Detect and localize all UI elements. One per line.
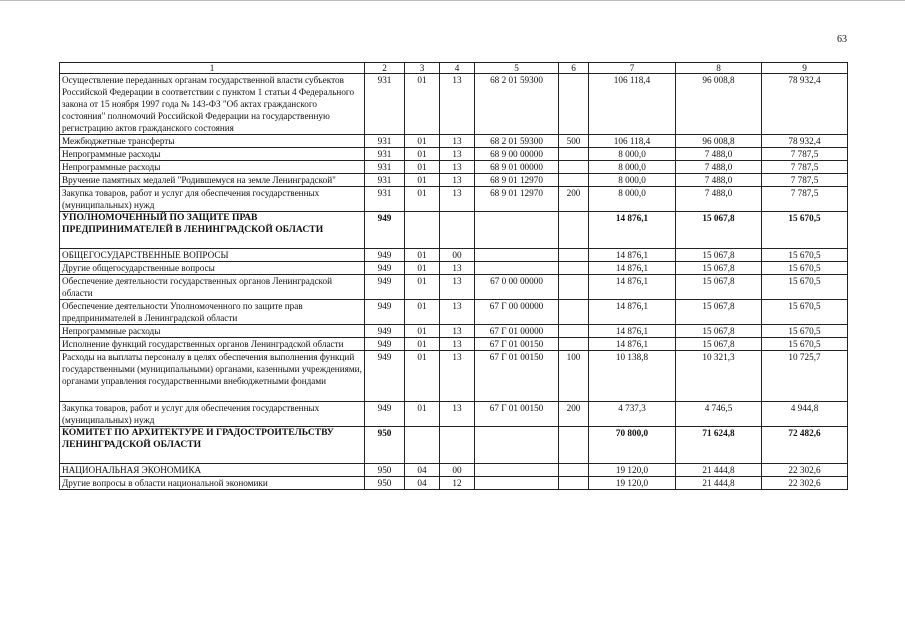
- amount-year2-cell: 21 444,8: [676, 464, 762, 477]
- amount-year2-cell: 15 067,8: [676, 325, 762, 338]
- table-row: [60, 135, 848, 148]
- amount-year2-cell: 15 067,8: [676, 275, 762, 300]
- subsection-code-cell: [440, 427, 475, 464]
- expense-type-cell: [559, 249, 589, 262]
- admin-code-cell: 931: [365, 148, 405, 161]
- header-cell: 7: [589, 63, 676, 74]
- amount-year2-cell: 10 321,3: [676, 351, 762, 402]
- amount-year2-cell: 7 488,0: [676, 187, 762, 212]
- table-row: [60, 148, 848, 161]
- table-row: [60, 351, 848, 402]
- row-name-cell: УПОЛНОМОЧЕННЫЙ ПО ЗАЩИТЕ ПРАВ ПРЕДПРИНИМАТЕЛЕЙ В ЛЕНИНГРАДСКОЙ ОБЛАСТИ: [60, 212, 365, 249]
- target-article-cell: 68 2 01 59300: [475, 135, 559, 148]
- subsection-code-cell: 13: [440, 135, 475, 148]
- amount-year1-cell: 8 000,0: [589, 161, 676, 174]
- admin-code-cell: 949: [365, 338, 405, 351]
- amount-year2-cell: 15 067,8: [676, 300, 762, 325]
- row-name-cell: Непрограммные расходы: [60, 325, 365, 338]
- scan-edge-line: [0, 0, 905, 1]
- expense-type-cell: [559, 427, 589, 464]
- section-code-cell: 01: [405, 249, 440, 262]
- expense-type-cell: [559, 325, 589, 338]
- subsection-code-cell: 13: [440, 74, 475, 135]
- target-article-cell: 67 Г 01 00000: [475, 325, 559, 338]
- amount-year3-cell: 22 302,6: [762, 464, 848, 477]
- row-name-cell: Непрограммные расходы: [60, 161, 365, 174]
- section-code-cell: 01: [405, 74, 440, 135]
- section-code-cell: 01: [405, 275, 440, 300]
- target-article-cell: 68 9 01 12970: [475, 187, 559, 212]
- table-row: [60, 477, 848, 490]
- expense-type-cell: 500: [559, 135, 589, 148]
- amount-year3-cell: 7 787,5: [762, 148, 848, 161]
- target-article-cell: [475, 249, 559, 262]
- page-number: 63: [837, 34, 847, 45]
- expense-type-cell: [559, 300, 589, 325]
- header-cell: 9: [762, 63, 848, 74]
- expense-type-cell: [559, 338, 589, 351]
- admin-code-cell: 950: [365, 427, 405, 464]
- header-cell: 6: [559, 63, 589, 74]
- subsection-code-cell: 13: [440, 351, 475, 402]
- amount-year3-cell: 78 932,4: [762, 135, 848, 148]
- row-name-cell: КОМИТЕТ ПО АРХИТЕКТУРЕ И ГРАДОСТРОИТЕЛЬСТВУ ЛЕНИНГРАДСКОЙ ОБЛАСТИ: [60, 427, 365, 464]
- amount-year1-cell: 8 000,0: [589, 148, 676, 161]
- amount-year3-cell: 15 670,5: [762, 300, 848, 325]
- admin-code-cell: 950: [365, 477, 405, 490]
- amount-year3-cell: 15 670,5: [762, 262, 848, 275]
- section-code-cell: [405, 212, 440, 249]
- subsection-code-cell: 13: [440, 402, 475, 427]
- section-code-cell: 04: [405, 477, 440, 490]
- section-code-cell: 01: [405, 402, 440, 427]
- amount-year2-cell: 15 067,8: [676, 262, 762, 275]
- amount-year1-cell: 14 876,1: [589, 338, 676, 351]
- expense-type-cell: [559, 464, 589, 477]
- row-name-cell: Непрограммные расходы: [60, 148, 365, 161]
- table-row: [60, 464, 848, 477]
- header-cell: 8: [676, 63, 762, 74]
- target-article-cell: 67 Г 01 00150: [475, 402, 559, 427]
- admin-code-cell: 949: [365, 212, 405, 249]
- amount-year1-cell: 14 876,1: [589, 262, 676, 275]
- expense-type-cell: 200: [559, 187, 589, 212]
- target-article-cell: 67 0 00 00000: [475, 275, 559, 300]
- amount-year3-cell: 7 787,5: [762, 174, 848, 187]
- header-cell: 1: [60, 63, 365, 74]
- target-article-cell: [475, 427, 559, 464]
- amount-year3-cell: 72 482,6: [762, 427, 848, 464]
- row-name-cell: Осуществление переданных органам государственной власти субъектов Российской Федерации в соответствии с пунктом 1 статьи 4 Федерального закона от 15 ноября 1997 года № 143-ФЗ "Об актах гражданского состояния" полномочий Российской Федерации на государственную регистрацию актов гражданского состояния: [60, 74, 365, 135]
- subsection-code-cell: 00: [440, 249, 475, 262]
- section-code-cell: [405, 427, 440, 464]
- subsection-code-cell: [440, 212, 475, 249]
- row-name-cell: Закупка товаров, работ и услуг для обеспечения государственных (муниципальных) нужд: [60, 402, 365, 427]
- target-article-cell: 68 9 00 00000: [475, 148, 559, 161]
- header-cell: 2: [365, 63, 405, 74]
- amount-year1-cell: 4 737,3: [589, 402, 676, 427]
- amount-year1-cell: 106 118,4: [589, 74, 676, 135]
- amount-year1-cell: 14 876,1: [589, 212, 676, 249]
- amount-year1-cell: 14 876,1: [589, 275, 676, 300]
- subsection-code-cell: 13: [440, 325, 475, 338]
- row-name-cell: Обеспечение деятельности государственных органов Ленинградской области: [60, 275, 365, 300]
- row-name-cell: Другие общегосударственные вопросы: [60, 262, 365, 275]
- amount-year1-cell: 10 138,8: [589, 351, 676, 402]
- amount-year2-cell: 15 067,8: [676, 212, 762, 249]
- amount-year3-cell: 15 670,5: [762, 212, 848, 249]
- subsection-code-cell: 13: [440, 275, 475, 300]
- admin-code-cell: 949: [365, 249, 405, 262]
- admin-code-cell: 931: [365, 161, 405, 174]
- table-row: [60, 402, 848, 427]
- amount-year2-cell: 96 008,8: [676, 74, 762, 135]
- admin-code-cell: 949: [365, 300, 405, 325]
- target-article-cell: 67 Г 01 00150: [475, 338, 559, 351]
- admin-code-cell: 931: [365, 74, 405, 135]
- target-article-cell: 68 9 01 12970: [475, 174, 559, 187]
- amount-year3-cell: 15 670,5: [762, 249, 848, 262]
- amount-year1-cell: 19 120,0: [589, 477, 676, 490]
- admin-code-cell: 949: [365, 351, 405, 402]
- table-row: [60, 338, 848, 351]
- amount-year3-cell: 10 725,7: [762, 351, 848, 402]
- row-name-cell: Исполнение функций государственных органов Ленинградской области: [60, 338, 365, 351]
- amount-year2-cell: 96 008,8: [676, 135, 762, 148]
- row-name-cell: Закупка товаров, работ и услуг для обеспечения государственных (муниципальных) нужд: [60, 187, 365, 212]
- target-article-cell: 67 Г 00 00000: [475, 300, 559, 325]
- table-row: [60, 174, 848, 187]
- amount-year2-cell: 15 067,8: [676, 249, 762, 262]
- expense-type-cell: [559, 262, 589, 275]
- subsection-code-cell: 13: [440, 187, 475, 212]
- table-row: [60, 161, 848, 174]
- amount-year1-cell: 8 000,0: [589, 187, 676, 212]
- target-article-cell: 67 Г 01 00150: [475, 351, 559, 402]
- subsection-code-cell: 13: [440, 161, 475, 174]
- budget-table: [59, 62, 848, 490]
- subsection-code-cell: 13: [440, 300, 475, 325]
- amount-year1-cell: 70 800,0: [589, 427, 676, 464]
- target-article-cell: 68 9 01 00000: [475, 161, 559, 174]
- amount-year2-cell: 21 444,8: [676, 477, 762, 490]
- section-code-cell: 01: [405, 187, 440, 212]
- amount-year3-cell: 15 670,5: [762, 338, 848, 351]
- admin-code-cell: 949: [365, 275, 405, 300]
- table-header-row: [60, 63, 848, 74]
- row-name-cell: НАЦИОНАЛЬНАЯ ЭКОНОМИКА: [60, 464, 365, 477]
- amount-year2-cell: 7 488,0: [676, 174, 762, 187]
- amount-year1-cell: 106 118,4: [589, 135, 676, 148]
- section-code-cell: 01: [405, 325, 440, 338]
- header-cell: 3: [405, 63, 440, 74]
- amount-year1-cell: 14 876,1: [589, 249, 676, 262]
- subsection-code-cell: 00: [440, 464, 475, 477]
- target-article-cell: [475, 477, 559, 490]
- section-code-cell: 04: [405, 464, 440, 477]
- target-article-cell: [475, 464, 559, 477]
- amount-year1-cell: 19 120,0: [589, 464, 676, 477]
- target-article-cell: 68 2 01 59300: [475, 74, 559, 135]
- expense-type-cell: [559, 161, 589, 174]
- subsection-code-cell: 13: [440, 174, 475, 187]
- table-row: [60, 427, 848, 464]
- row-name-cell: Обеспечение деятельности Уполномоченного по защите прав предпринимателей в Ленинградской области: [60, 300, 365, 325]
- amount-year3-cell: 15 670,5: [762, 325, 848, 338]
- section-code-cell: 01: [405, 148, 440, 161]
- section-code-cell: 01: [405, 161, 440, 174]
- amount-year3-cell: 4 944,8: [762, 402, 848, 427]
- subsection-code-cell: 13: [440, 148, 475, 161]
- row-name-cell: Расходы на выплаты персоналу в целях обеспечения выполнения функций государственными (муниципальными) органами, казенными учреждениями, органами управления государственными внебюджетными фондами: [60, 351, 365, 402]
- amount-year1-cell: 8 000,0: [589, 174, 676, 187]
- row-name-cell: ОБЩЕГОСУДАРСТВЕННЫЕ ВОПРОСЫ: [60, 249, 365, 262]
- table-row: [60, 249, 848, 262]
- admin-code-cell: 931: [365, 135, 405, 148]
- row-name-cell: Вручение памятных медалей "Родившемуся на земле Ленинградской": [60, 174, 365, 187]
- table-row: [60, 74, 848, 135]
- amount-year2-cell: 15 067,8: [676, 338, 762, 351]
- amount-year1-cell: 14 876,1: [589, 325, 676, 338]
- expense-type-cell: 100: [559, 351, 589, 402]
- amount-year3-cell: 22 302,6: [762, 477, 848, 490]
- row-name-cell: Другие вопросы в области национальной экономики: [60, 477, 365, 490]
- table-row: [60, 262, 848, 275]
- section-code-cell: 01: [405, 300, 440, 325]
- row-name-cell: Межбюджетные трансферты: [60, 135, 365, 148]
- target-article-cell: [475, 262, 559, 275]
- expense-type-cell: [559, 275, 589, 300]
- table-row: [60, 325, 848, 338]
- table-body: [60, 74, 848, 490]
- header-cell: 5: [475, 63, 559, 74]
- section-code-cell: 01: [405, 135, 440, 148]
- table-row: [60, 212, 848, 249]
- expense-type-cell: [559, 74, 589, 135]
- expense-type-cell: [559, 212, 589, 249]
- subsection-code-cell: 13: [440, 262, 475, 275]
- admin-code-cell: 949: [365, 325, 405, 338]
- amount-year2-cell: 7 488,0: [676, 161, 762, 174]
- admin-code-cell: 950: [365, 464, 405, 477]
- header-cell: 4: [440, 63, 475, 74]
- expense-type-cell: [559, 477, 589, 490]
- amount-year3-cell: 78 932,4: [762, 74, 848, 135]
- section-code-cell: 01: [405, 351, 440, 402]
- table-row: [60, 275, 848, 300]
- amount-year3-cell: 7 787,5: [762, 187, 848, 212]
- admin-code-cell: 931: [365, 174, 405, 187]
- admin-code-cell: 931: [365, 187, 405, 212]
- section-code-cell: 01: [405, 262, 440, 275]
- amount-year2-cell: 71 624,8: [676, 427, 762, 464]
- section-code-cell: 01: [405, 174, 440, 187]
- target-article-cell: [475, 212, 559, 249]
- section-code-cell: 01: [405, 338, 440, 351]
- amount-year2-cell: 7 488,0: [676, 148, 762, 161]
- amount-year2-cell: 4 746,5: [676, 402, 762, 427]
- expense-type-cell: [559, 148, 589, 161]
- amount-year1-cell: 14 876,1: [589, 300, 676, 325]
- admin-code-cell: 949: [365, 262, 405, 275]
- table-row: [60, 300, 848, 325]
- subsection-code-cell: 13: [440, 338, 475, 351]
- amount-year3-cell: 7 787,5: [762, 161, 848, 174]
- amount-year3-cell: 15 670,5: [762, 275, 848, 300]
- table-row: [60, 187, 848, 212]
- expense-type-cell: 200: [559, 402, 589, 427]
- subsection-code-cell: 12: [440, 477, 475, 490]
- admin-code-cell: 949: [365, 402, 405, 427]
- expense-type-cell: [559, 174, 589, 187]
